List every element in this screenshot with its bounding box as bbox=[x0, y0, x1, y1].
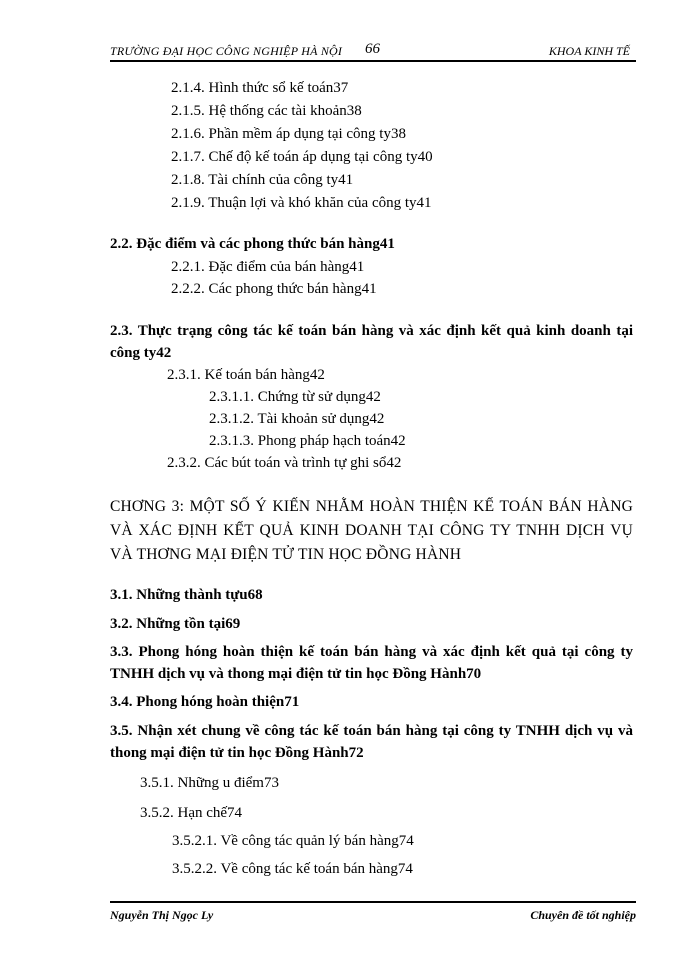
footer-author: Nguyễn Thị Ngọc Ly bbox=[110, 908, 214, 922]
toc-entry-2-3-1-3: 2.3.1.3. Phong pháp hạch toán42 bbox=[209, 433, 406, 449]
toc-entry-2-1-6: 2.1.6. Phần mềm áp dụng tại công ty38 bbox=[171, 126, 406, 142]
header-rule bbox=[110, 60, 636, 62]
page-footer bbox=[110, 908, 636, 928]
toc-section-3-4: 3.4. Phong hóng hoàn thiện71 bbox=[110, 694, 300, 710]
toc-chapter-3: CHƠNG 3: MỘT SỐ Ý KIẾN NHẰM HOÀN THIỆN KẾ TOÁN BÁN HÀNG VÀ XÁC ĐỊNH KẾT QUẢ KINH DOANH TẠI CÔNG TY TNHH DỊCH VỤ VÀ THƠNG MẠI ĐIỆN TỬ TIN HỌC ĐỒNG HÀNH bbox=[110, 498, 633, 563]
toc-entry-2-3-1-2: 2.3.1.2. Tài khoản sử dụng42 bbox=[209, 411, 385, 427]
page-header bbox=[110, 40, 630, 60]
toc-entry-2-1-7: 2.1.7. Chế độ kế toán áp dụng tại công ty40 bbox=[171, 149, 433, 165]
toc-entry-3-5-2-1: 3.5.2.1. Về công tác quản lý bán hàng74 bbox=[172, 833, 414, 849]
footer-rule bbox=[110, 901, 636, 903]
toc-section-2-2: 2.2. Đặc điểm và các phong thức bán hàng41 bbox=[110, 236, 395, 252]
header-faculty: KHOA KINH TẾ bbox=[548, 44, 630, 58]
toc-entry-3-5-1: 3.5.1. Những u điểm73 bbox=[140, 775, 279, 791]
toc-section-2-3: 2.3. Thực trạng công tác kế toán bán hàng và xác định kết quả kinh doanh tại công ty42 bbox=[110, 323, 633, 361]
toc-section-3-5: 3.5. Nhận xét chung về công tác kế toán bán hàng tại công ty TNHH dịch vụ và thong mại điện tử tin học Đồng Hành72 bbox=[110, 723, 633, 761]
toc-section-3-3: 3.3. Phong hóng hoàn thiện kế toán bán hàng và xác định kết quả tại công ty TNHH dịch vụ và thong mại điện tử tin học Đồng Hành70 bbox=[110, 644, 633, 682]
toc-entry-2-2-2: 2.2.2. Các phong thức bán hàng41 bbox=[171, 281, 377, 297]
footer-report-type: Chuyên đề tốt nghiệp bbox=[530, 908, 636, 922]
toc-entry-2-3-2: 2.3.2. Các bút toán và trình tự ghi sổ42 bbox=[167, 455, 402, 471]
toc-entry-2-2-1: 2.2.1. Đặc điểm của bán hàng41 bbox=[171, 259, 365, 275]
toc-section-3-2: 3.2. Những tồn tại69 bbox=[110, 616, 241, 632]
toc-entry-2-3-1: 2.3.1. Kế toán bán hàng42 bbox=[167, 367, 325, 383]
toc-entry-3-5-2: 3.5.2. Hạn chế74 bbox=[140, 805, 243, 821]
toc-entry-2-1-4: 2.1.4. Hình thức sổ kế toán37 bbox=[171, 80, 349, 96]
toc-entry-2-1-9: 2.1.9. Thuận lợi và khó khăn của công ty41 bbox=[171, 195, 432, 211]
toc-entry-2-1-5: 2.1.5. Hệ thống các tài khoản38 bbox=[171, 103, 362, 119]
toc-section-3-1: 3.1. Những thành tựu68 bbox=[110, 587, 263, 603]
toc-entry-3-5-2-2: 3.5.2.2. Về công tác kế toán bán hàng74 bbox=[172, 861, 413, 877]
toc-entry-2-3-1-1: 2.3.1.1. Chứng từ sử dụng42 bbox=[209, 389, 381, 405]
page-number: 66 bbox=[365, 41, 380, 57]
toc-entry-2-1-8: 2.1.8. Tài chính của công ty41 bbox=[171, 172, 354, 188]
header-university: TRƯỜNG ĐẠI HỌC CÔNG NGHIỆP HÀ NỘI bbox=[110, 44, 343, 58]
